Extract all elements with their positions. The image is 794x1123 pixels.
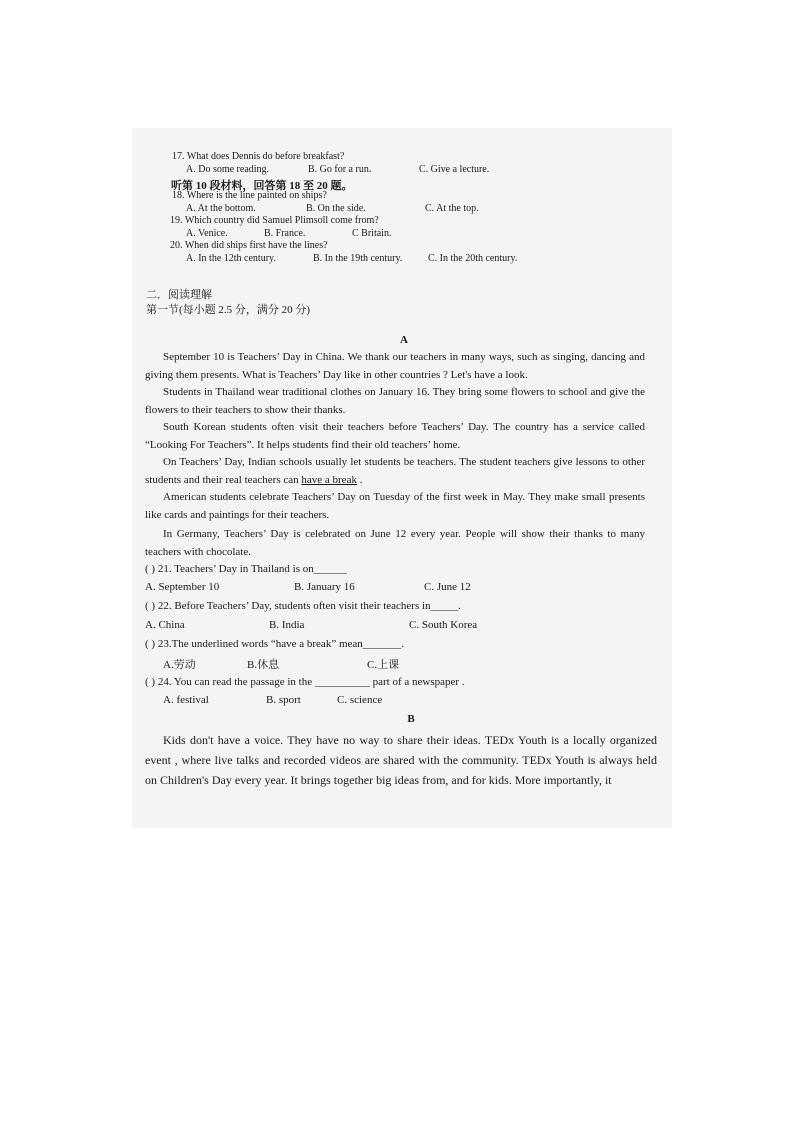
question-23-option-b: B.休息 (247, 659, 280, 671)
question-21-option-a: A. September 10 (145, 581, 220, 593)
question-22-option-a: A. China (145, 619, 185, 631)
question-17-stem: 17. What does Dennis do before breakfast? (172, 151, 345, 162)
question-19-option-a: A. Venice. (186, 228, 228, 239)
underlined-phrase: have a break (301, 473, 357, 486)
question-23-option-a: A.劳动 (163, 659, 196, 671)
passage-a-paragraph-1: September 10 is Teachers’ Day in China. We thank our teachers in many ways, such as singing, dancing and giving them presents. What is Teachers’ Day like in other countries ? Let's have a look. (145, 351, 645, 381)
question-20-option-c: C. In the 20th century. (428, 253, 518, 264)
part-title: 二．阅读理解 (146, 289, 212, 301)
question-21-option-b: B. January 16 (294, 581, 355, 593)
question-17-option-a: A. Do some reading. (186, 164, 270, 175)
question-18-option-c: C. At the top. (425, 203, 479, 214)
question-24-option-a: A. festival (163, 694, 209, 706)
listening-section-note: 听第 10 段材料，回答第 18 至 20 题。 (171, 180, 353, 192)
question-21-stem: ( ) 21. Teachers’ Day in Thailand is on______ (145, 563, 347, 575)
question-17-option-c: C. Give a lecture. (419, 164, 490, 175)
passage-b-paragraph-1: Kids don't have a voice. They have no way to share their ideas. TEDx Youth is a locally organized event , where live talks and recorded videos are shared with the community. TEDx Youth is always held on Children's Day every year. It brings together big ideas from, and for kids. More importantly, it (145, 733, 657, 787)
question-22-option-c: C. South Korea (409, 619, 478, 631)
question-19-option-b: B. France. (264, 228, 306, 239)
question-19-option-c: C Britain. (352, 228, 392, 239)
question-18-option-b: B. On the side. (306, 203, 366, 214)
question-19-stem: 19. Which country did Samuel Plimsoll come from? (170, 215, 379, 226)
passage-a-label: A (400, 334, 408, 346)
question-21-option-c: C. June 12 (424, 581, 471, 593)
question-20-option-b: B. In the 19th century. (313, 253, 403, 264)
passage-a-paragraph-2: Students in Thailand wear traditional clothes on January 16. They bring some flowers to school and give the flowers to their teachers to show their thanks. (145, 386, 645, 416)
question-20-option-a: A. In the 12th century. (186, 253, 276, 264)
question-22-stem: ( ) 22. Before Teachers’ Day, students often visit their teachers in_____. (145, 600, 461, 612)
question-22-option-b: B. India (269, 619, 305, 631)
passage-b-label: B (407, 713, 415, 725)
passage-a-paragraph-6: In Germany, Teachers’ Day is celebrated on June 12 every year. People will show their thanks to many teachers with chocolate. (145, 528, 645, 558)
question-18-option-a: A. At the bottom. (186, 203, 256, 214)
question-23-stem: ( ) 23.The underlined words “have a break” mean_______. (145, 638, 405, 650)
passage-a-paragraph-5: American students celebrate Teachers’ Day on Tuesday of the first week in May. They make small presents like cards and paintings for their teachers. (145, 491, 645, 521)
question-17-option-b: B. Go for a run. (308, 164, 372, 175)
question-24-option-c: C. science (337, 694, 383, 706)
question-20-stem: 20. When did ships first have the lines? (170, 240, 328, 251)
section-title: 第一节(每小题 2.5 分，满分 20 分) (146, 304, 311, 316)
question-23-option-c: C.上课 (367, 659, 400, 671)
question-18-stem: 18. Where is the line painted on ships? (172, 190, 327, 201)
question-24-stem: ( ) 24. You can read the passage in the __________ part of a newspaper . (145, 676, 465, 688)
passage-a-paragraph-3: South Korean students often visit their teachers before Teachers’ Day. The country has a service called “Looking For Teachers”. It helps students find their old teachers’ home. (145, 421, 645, 451)
question-24-option-b: B. sport (266, 694, 301, 706)
passage-a-paragraph-4: On Teachers’ Day, Indian schools usually let students be teachers. The student teachers give lessons to other students and their real teachers can have a break . (145, 456, 645, 486)
